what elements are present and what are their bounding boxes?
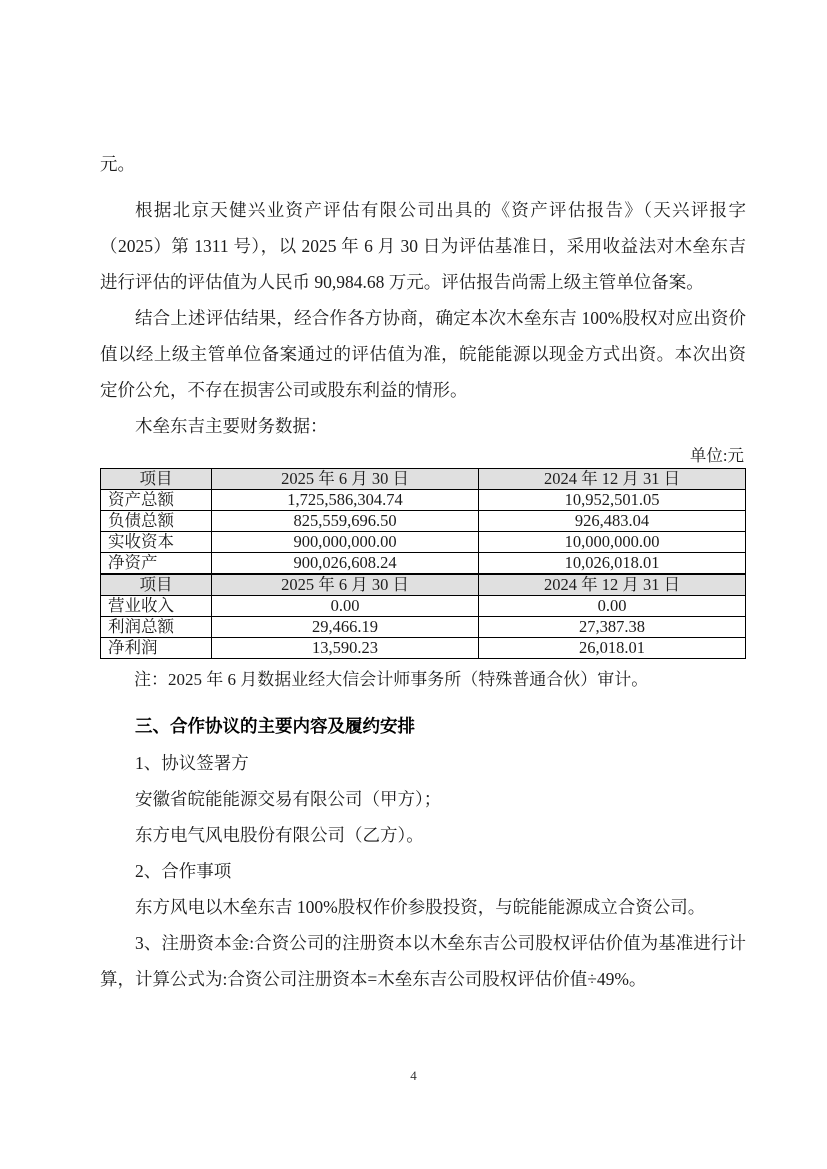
value-2025: 0.00	[212, 596, 479, 617]
header-cell-date-2025: 2025 年 6 月 30 日	[212, 469, 479, 490]
value-2024: 0.00	[479, 596, 746, 617]
paragraph-valuation-result: 结合上述评估结果，经合作各方协商，确定本次木垒东吉 100%股权对应出资价值以经上级主管单位备案通过的评估值为准，皖能能源以现金方式出资。本次出资定价公允，不存在损害公司或股东利益的情形。	[100, 308, 746, 400]
financial-data-table	[100, 468, 746, 659]
unit-label: 单位:元	[689, 446, 744, 465]
party-a-line: 安徽省皖能能源交易有限公司（甲方）；	[135, 789, 442, 809]
value-2025: 900,000,000.00	[212, 532, 479, 553]
value-2025: 29,466.19	[212, 617, 479, 638]
value-2025: 13,590.23	[212, 638, 479, 659]
party-b-line: 东方电气风电股份有限公司（乙方）。	[135, 825, 424, 845]
table-header-row-2	[101, 574, 746, 596]
table-row-net-profit	[101, 638, 746, 659]
row-label: 净资产	[101, 553, 212, 575]
item-1-title: 1、协议签署方	[135, 753, 249, 773]
table-row-operating-revenue	[101, 596, 746, 617]
table-header-row	[101, 469, 746, 490]
row-label: 营业收入	[101, 596, 212, 617]
value-2025: 1,725,586,304.74	[212, 490, 479, 511]
table-row-net-assets	[101, 553, 746, 575]
header-cell-date-2024: 2024 年 12 月 31 日	[479, 574, 746, 596]
header-cell-item: 项目	[101, 469, 212, 490]
row-label: 负债总额	[101, 511, 212, 532]
item-2-body: 东方风电以木垒东吉 100%股权作价参股投资，与皖能能源成立合资公司。	[135, 897, 706, 917]
table-row-paid-in-capital	[101, 532, 746, 553]
value-2024: 10,000,000.00	[479, 532, 746, 553]
row-label: 净利润	[101, 638, 212, 659]
section-heading: 三、合作协议的主要内容及履约安排	[135, 716, 415, 736]
paragraph-valuation-report: 根据北京天健兴业资产评估有限公司出具的《资产评估报告》（天兴评报字（2025）第 1311 号），以 2025 年 6 月 30 日为评估基准日，采用收益法对木垒东吉进行评估的评估值为人民币 90,984.68 万元。评估报告尚需上级主管单位备案。	[100, 200, 746, 292]
header-cell-date-2024: 2024 年 12 月 31 日	[479, 469, 746, 490]
paragraph-continuation: 元。	[100, 154, 135, 174]
header-cell-item: 项目	[101, 574, 212, 596]
page-number: 4	[410, 1068, 417, 1083]
value-2024: 10,952,501.05	[479, 490, 746, 511]
value-2024: 26,018.01	[479, 638, 746, 659]
table-row-total-profit	[101, 617, 746, 638]
value-2024: 27,387.38	[479, 617, 746, 638]
document-body	[100, 0, 746, 997]
table-row-total-liabilities	[101, 511, 746, 532]
value-2025: 900,026,608.24	[212, 553, 479, 575]
row-label: 利润总额	[101, 617, 212, 638]
value-2024: 926,483.04	[479, 511, 746, 532]
row-label: 资产总额	[101, 490, 212, 511]
row-label: 实收资本	[101, 532, 212, 553]
table-note: 注：2025 年 6 月数据业经大信会计师事务所（特殊普通合伙）审计。	[134, 670, 649, 689]
header-cell-date-2025: 2025 年 6 月 30 日	[212, 574, 479, 596]
table-row-total-assets	[101, 490, 746, 511]
item-3-body: 3、注册资本金:合资公司的注册资本以木垒东吉公司股权评估价值为基准进行计算，计算公式为:合资公司注册资本=木垒东吉公司股权评估价值÷49%。	[100, 933, 746, 989]
value-2025: 825,559,696.50	[212, 511, 479, 532]
paragraph-financial-data-intro: 木垒东吉主要财务数据：	[135, 416, 328, 436]
value-2024: 10,026,018.01	[479, 553, 746, 575]
item-2-title: 2、合作事项	[135, 861, 232, 881]
